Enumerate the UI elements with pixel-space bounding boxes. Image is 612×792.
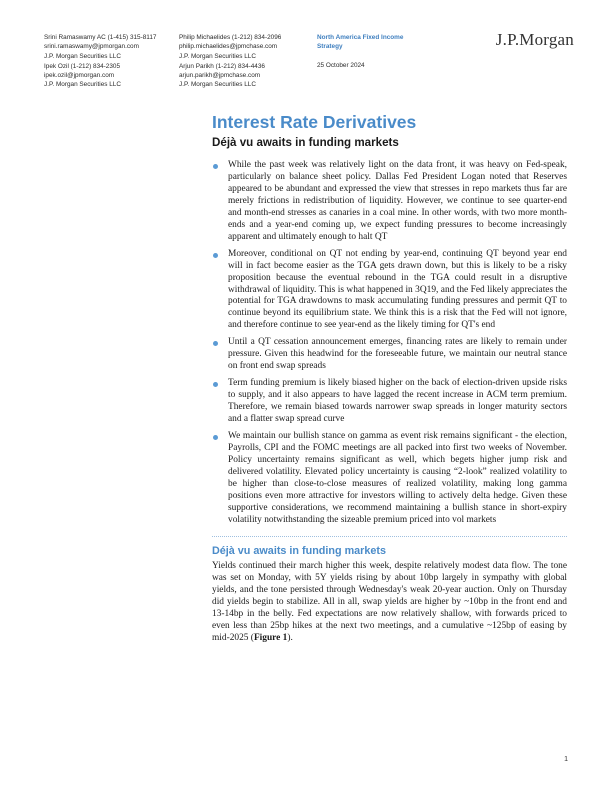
paragraph-end: ). bbox=[287, 632, 293, 643]
bullet-item bbox=[212, 160, 567, 244]
bullet-text: Term funding premium is likely biased higher on the back of election-driven upside risks to supply, and it also appears to have lagged the recent increase in ACM term premium. Therefore, we remain biased towards narrower swap spreads in longer maturity sectors and a flatter swap spread curve bbox=[228, 378, 567, 425]
author-firm: J.P. Morgan Securities LLC bbox=[44, 52, 121, 60]
author-email[interactable]: srini.ramaswamy@jpmorgan.com bbox=[44, 43, 139, 51]
bullet-text: Moreover, conditional on QT not ending by year-end, continuing QT beyond year end will in fact become easier as the TGA gets drawn down, but this is likely to be a risky proposition because the eventual rebound in the TGA could result in a disruptive withdrawal of liquidity. This is what happened in 3Q19, and the Fed likely appreciates the potential for TGA drawdowns to mask accumulating funding pressures and permit QT to continue beyond its equilibrium state. We think this is a risk that the Fed will not ignore, and therefore continue to see year-end as the likely timing for QT's end bbox=[228, 248, 567, 331]
author-email[interactable]: philip.michaelides@jpmchase.com bbox=[179, 43, 278, 51]
report-category: North America Fixed Income bbox=[317, 34, 404, 41]
bullet-dot-icon bbox=[213, 382, 218, 387]
report-category-sub: Strategy bbox=[317, 43, 343, 51]
author-email[interactable]: ipek.ozil@jpmorgan.com bbox=[44, 72, 115, 80]
bullet-item bbox=[212, 337, 567, 373]
figure-reference-link[interactable]: Figure 1 bbox=[253, 632, 288, 643]
section-heading: Déjà vu awaits in funding markets bbox=[212, 545, 386, 557]
author-line: Ipek Ozil (1-212) 834-2305 bbox=[44, 62, 121, 70]
bullet-text: Until a QT cessation announcement emerges, financing rates are likely to remain under pressure. Given this headwind for the foreseeable future, we maintain our neutral stance on front end swap spreads bbox=[228, 337, 567, 372]
paragraph-text: Yields continued their march higher this week, despite relatively modest data flow. The tone was set on Monday, with 5Y yields rising by about 10bp largely in sympathy with global yields, and the tone persisted through Wednesday's weak 20-year auction. Only on Thursday did yields begin to stabilize. All in all, swap yields are higher by ~10bp in the front end and 13-14bp in the belly. Fed expectations are now relatively shallow, with forwards priced to even less than 25bp hikes at the next two meetings, and a cumulative ~125bp of easing by mid-2025 ( bbox=[212, 561, 567, 643]
summary-bullet-list bbox=[212, 160, 567, 532]
jpmorgan-logo: J.P.Morgan bbox=[495, 30, 574, 49]
author-line: Philip Michaelides (1-212) 834-2096 bbox=[179, 34, 282, 41]
bullet-text: While the past week was relatively light on the data front, it was heavy on Fed-speak, particularly on balance sheet policy. Dallas Fed President Logan noted that Reserves appeared to be abundant and expressed the view that stresses in repo markets thus far are merely frictions in redistribution of liquidity. However, we continue to see quarter-end and month-end stresses as canaries in a coal mine. In other words, with two more month-ends and a year-end coming up, we expect funding pressures to become increasingly apparent and ultimately enough to halt QT bbox=[228, 160, 567, 242]
report-category-block bbox=[317, 33, 403, 70]
page-title: Interest Rate Derivatives bbox=[212, 112, 417, 132]
author-line: Arjun Parikh (1-212) 834-4436 bbox=[179, 62, 265, 70]
page-subtitle: Déjà vu awaits in funding markets bbox=[212, 136, 399, 149]
author-firm: J.P. Morgan Securities LLC bbox=[44, 81, 121, 89]
bullet-text: We maintain our bullish stance on gamma as event risk remains significant - the election, Payrolls, CPI and the FOMC meetings are all packed into first two weeks of November. Policy uncertainty remains significant as well, which begets higher jump risk and delivered volatility. Elevated policy uncertainty is causing “2-look” realized volatility to be higher than close-to-close measures of realized volatility, making long gamma positions even more attractive for investors willing to actively delta hedge. Given these supportive considerations, we recommend maintaining a bullish stance in short-expiry volatility notwithstanding the sizeable premium priced into vol markets bbox=[228, 431, 567, 525]
author-block-left bbox=[44, 33, 156, 90]
page-number: 1 bbox=[564, 756, 568, 763]
author-firm: J.P. Morgan Securities LLC bbox=[179, 52, 256, 60]
author-line: Srini Ramaswamy AC (1-415) 315-8117 bbox=[44, 34, 157, 41]
section-divider bbox=[212, 536, 567, 537]
section-paragraph bbox=[212, 561, 567, 645]
author-block-right bbox=[179, 33, 281, 90]
bullet-item bbox=[212, 431, 567, 527]
bullet-dot-icon bbox=[213, 341, 218, 346]
bullet-dot-icon bbox=[213, 253, 218, 258]
bullet-item bbox=[212, 249, 567, 333]
bullet-dot-icon bbox=[213, 435, 218, 440]
report-date: 25 October 2024 bbox=[317, 61, 365, 69]
bullet-item bbox=[212, 378, 567, 426]
author-firm: J.P. Morgan Securities LLC bbox=[179, 81, 256, 89]
author-email[interactable]: arjun.parikh@jpmchase.com bbox=[179, 72, 261, 80]
bullet-dot-icon bbox=[213, 164, 218, 169]
